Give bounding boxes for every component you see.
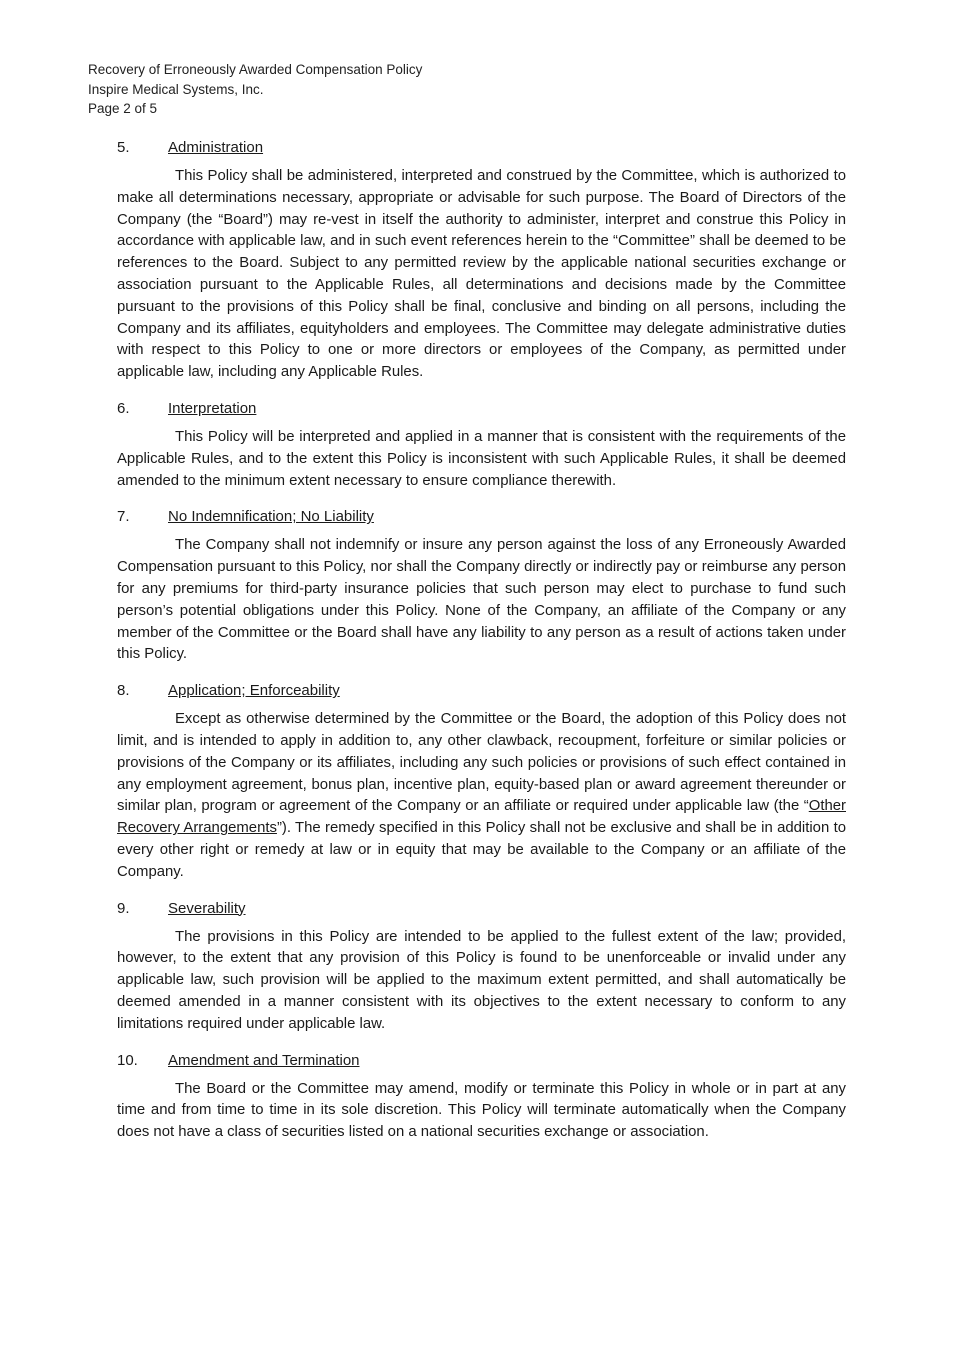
section-paragraph: This Policy shall be administered, interpreted and construed by the Committee, which is authorized to make all determinations necessary, appropriate or advisable for such purpose. The Board of Directors of the Company (the “Board”) may re-vest in itself the authority to administer, interpret and construe this Policy in accordance with applicable law, and in such event references herein to the “Committee” shall be deemed to be references to the Board. Subject to any permitted review by the applicable national securities exchange or association pursuant to the Applicable Rules, all determinations and decisions made by the Committee pursuant to the provisions of this Policy shall be final, conclusive and binding on all persons, including the Company and its affiliates, equityholders and employees. The Committee may delegate administrative duties with respect to this Policy to one or more directors or employees of the Company, as permitted under applicable law, including any Applicable Rules.: [117, 168, 846, 381]
section-number: 6.: [117, 399, 130, 417]
section-severability: [117, 898, 846, 1036]
section-number: 5.: [117, 139, 130, 156]
section-title: Administration: [168, 139, 264, 156]
section-application-enforceability: [117, 680, 846, 883]
page-header: [88, 60, 422, 119]
section-interpretation: [117, 398, 846, 492]
company-name: Inspire Medical Systems, Inc.: [88, 81, 264, 97]
section-paragraph: [117, 709, 846, 883]
section-paragraph: The provisions in this Policy are intended to be applied to the fullest extent of the law; provided, however, to the extent that any provision of this Policy is found to be unenforceable or invalid under any applicable law, such provision will be applied to the maximum extent permitted, and shall automatically be deemed amended in a manner consistent with its objectives to the extent necessary to conform to any limitations required under applicable law.: [117, 928, 846, 1032]
section-paragraph: The Board or the Committee may amend, modify or terminate this Policy in whole or in part at any time and from time to time in its sole discretion. This Policy will terminate automatically when the Company does not have a class of securities listed on a national securities exchange or association.: [117, 1080, 846, 1141]
section-amendment-termination: [117, 1050, 846, 1144]
section-heading: [117, 680, 846, 702]
section-administration: [117, 137, 846, 384]
section-title: Severability: [168, 899, 246, 917]
section-no-indemnification: [117, 506, 846, 666]
section-number: 8.: [117, 682, 130, 700]
section-number: 7.: [117, 508, 130, 526]
section-number: 9.: [117, 899, 130, 917]
document-body: [117, 137, 846, 1158]
section-title: Application; Enforceability: [168, 682, 340, 700]
section-heading: [117, 398, 846, 420]
section-number: 10.: [117, 1051, 138, 1069]
paragraph-text-after: ”). The remedy specified in this Policy shall not be exclusive and shall be in addition to every other right or remedy at law or in equity that may be available to the Company or an affiliate of the Company.: [117, 820, 847, 880]
section-title: No Indemnification; No Liability: [168, 508, 374, 526]
section-paragraph: This Policy will be interpreted and applied in a manner that is consistent with the requirements of the Applicable Rules, and to the extent this Policy is inconsistent with such Applicable Rules, it shall be deemed amended to the minimum extent necessary to ensure compliance therewith.: [117, 428, 846, 489]
document-title: Recovery of Erroneously Awarded Compensation Policy: [88, 62, 423, 77]
section-title: Interpretation: [168, 399, 257, 417]
page-number: Page 2 of 5: [88, 101, 158, 116]
section-heading: [117, 1050, 846, 1072]
section-paragraph: The Company shall not indemnify or insure any person against the loss of any Erroneously Awarded Compensation pursuant to this Policy, nor shall the Company directly or indirectly pay or reimburse any person for any premiums for third-party insurance policies that such person may elect to purchase to fund such person’s potential obligations under this Policy. None of the Company, an affiliate of the Company or any member of the Committee or the Board shall have any liability to any person as a result of actions taken under this Policy.: [117, 537, 846, 663]
section-heading: [117, 898, 846, 920]
paragraph-text-before: Except as otherwise determined by the Committee or the Board, the adoption of this Policy does not limit, and is intended to apply in addition to, any other clawback, recoupment, forfeiture or similar policies or provisions of the Company or its affiliates, including any such policies or provisions of such effect contained in any employment agreement, bonus plan, incentive plan, equity-based plan or award agreement thereunder or similar plan, program or agreement of the Company or an affiliate or required under applicable law (the “: [117, 711, 846, 815]
defined-term: Other Recovery Arrangements: [117, 798, 846, 837]
section-heading: [117, 137, 846, 159]
section-heading: [117, 506, 846, 528]
section-title: Amendment and Termination: [168, 1051, 360, 1069]
